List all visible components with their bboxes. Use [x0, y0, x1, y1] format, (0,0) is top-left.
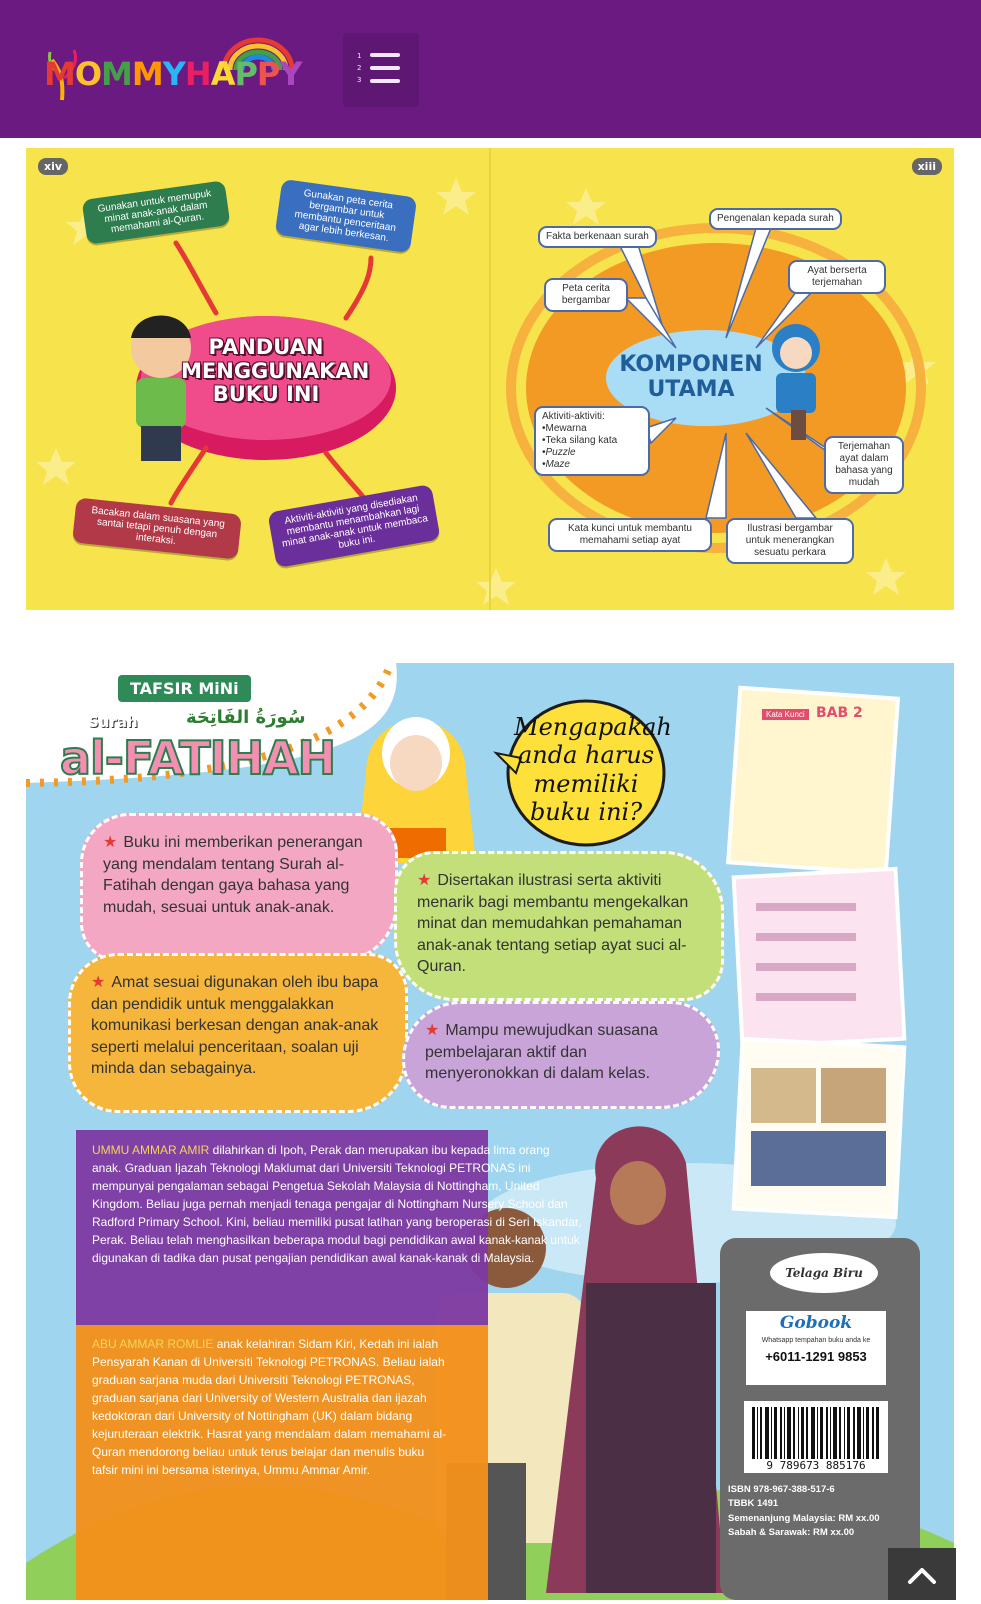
benefit-text: Mampu mewujudkan suasana pembelajaran aktif dan menyeronokkan di dalam kelas. — [425, 1022, 658, 1083]
publisher-logo: Telaga Biru — [770, 1253, 878, 1293]
star-icon: ★ — [103, 834, 118, 851]
preview-chapter: BAB 2 — [816, 705, 863, 721]
benefit-text: Amat sesuai digunakan oleh ibu bapa dan pendidik untuk menggalakkan komunikasi berkesan dengan anak-anak seperti melalui penceritaan, soalan uji minda dan sebagainya. — [91, 974, 379, 1078]
menu-number: 1 — [357, 52, 362, 60]
bio-text: dilahirkan di Ipoh, Perak dan merupakan ibu kepada lima orang anak. Graduan Ijazah Teknologi Maklumat dari Universiti Teknologi PETRONAS ini mempunyai pengalaman sebagai Pengetua Sekolah Malaysia di Nottingham, United Kingdom. Beliau juga pernah menjadi tenaga pengajar di Nottingham Nursery School dan Radford Primary School. Kini, beliau memiliki pusat latihan yang beroperasi di Seri Iskandar, Perak. Beliau telah menghasilkan beberapa modul bagi pendidikan awal kanak-kanak untuk digunakan di tadika dan pusat pengajian pendidikan awal kanak-kanak di Malaysia. — [92, 1143, 582, 1265]
preview-label: Kata Kunci — [762, 709, 809, 720]
component-label: Pengenalan kepada surah — [709, 208, 842, 230]
benefit-bubble — [402, 1001, 720, 1109]
chevron-up-icon — [888, 1548, 956, 1600]
gobook-caption: Whatsapp tempahan buku anda ke — [761, 1337, 871, 1344]
whatsapp-phone: +6011-1291 9853 — [765, 1349, 867, 1364]
benefit-bubble — [394, 851, 724, 1001]
star-icon: ★ — [91, 974, 106, 991]
component-label: Peta cerita bergambar — [544, 278, 628, 312]
menu-number: 3 — [357, 76, 362, 84]
guide-box: Gunakan peta cerita bergambar untuk membantu penceritaan agar lebih berkesan. — [275, 179, 417, 253]
barcode-number: 9 789673 885176 — [766, 1459, 866, 1472]
page-number: xiii — [912, 158, 942, 175]
guide-title: PANDUAN MENGGUNAKAN BUKU INI — [181, 335, 370, 407]
author-bio — [92, 1335, 448, 1479]
isbn: ISBN 978-967-388-517-6 — [728, 1484, 835, 1495]
logo-wordmark: MOMMYHAPPY — [44, 55, 302, 93]
hamburger-icon — [370, 53, 400, 57]
component-label: Terjemahan ayat dalam bahasa yang mudah — [824, 436, 904, 494]
surah-arabic: سُورَةُ الفَاتِحَة — [186, 707, 306, 728]
book-title: al-FATIHAH — [60, 731, 336, 785]
site-header — [0, 0, 981, 138]
component-label: Fakta berkenaan surah — [538, 226, 657, 248]
benefit-bubble — [80, 813, 398, 963]
hamburger-icon — [370, 66, 400, 70]
gobook-logo: Gobook — [779, 1313, 853, 1333]
hamburger-icon — [370, 79, 400, 83]
price: Semenanjung Malaysia: RM xx.00 — [728, 1512, 880, 1524]
scroll-top-button[interactable] — [888, 1548, 956, 1600]
bio-text: anak kelahiran Sidam Kiri, Kedah ini ialah Pensyarah Kanan di Universiti Teknologi PETRONAS. Beliau ialah graduan sarjana muda dari Universiti Teknologi PETRONAS, graduan sarjana dari University of Western Australia dan ijazah kedoktoran dari University of Nottingham (UK) dalam bidang kejuruteraan elektrik. Hasrat yang mendalam dalam memahami al-Quran mendorong beliau untuk terus belajar dan menulis buku tafsir mini ini bersama isterinya, Ummu Ammar Amir. — [92, 1337, 447, 1477]
tbbk: TBBK 1491 — [728, 1498, 779, 1510]
component-label: Kata kunci untuk membantu memahami setiap ayat — [548, 518, 712, 552]
activities-heading: Aktiviti-aktiviti: — [542, 411, 605, 422]
book-info — [728, 1483, 918, 1540]
benefit-text: Disertakan ilustrasi serta aktiviti menarik bagi membantu mengekalkan minat dan memudahkan pemahaman anak-anak tentang setiap ayat suci al-Quran. — [417, 872, 689, 976]
guide-box: Gunakan untuk memupuk minat anak-anak dalam memahami al-Quran. — [82, 180, 231, 245]
question-heading: Mengapakah anda harus memiliki buku ini? — [514, 713, 672, 826]
component-label: Ayat berserta terjemahan — [788, 260, 886, 294]
benefit-bubble — [68, 953, 408, 1113]
menu-number: 2 — [357, 64, 362, 72]
activities-box — [534, 406, 650, 476]
activity-item: •Puzzle — [542, 447, 576, 458]
book-spread-image — [26, 148, 954, 610]
menu-button[interactable] — [343, 33, 419, 107]
author-bio — [92, 1141, 582, 1267]
components-title: KOMPONEN UTAMA — [619, 352, 763, 402]
back-cover-image — [26, 663, 954, 1600]
author-name: UMMU AMMAR AMIR — [92, 1143, 210, 1157]
author-name: ABU AMMAR ROMLIE — [92, 1337, 214, 1351]
book-preview-pages — [728, 688, 904, 1217]
activity-item: •Mewarna — [542, 423, 587, 434]
component-label: Ilustrasi bergambar untuk menerangkan sesuatu perkara — [726, 518, 854, 564]
series-label: TAFSIR MiNi — [118, 675, 251, 702]
page-number: xiv — [38, 158, 68, 175]
benefit-text: Buku ini memberikan penerangan yang mendalam tentang Surah al-Fatihah dengan gaya bahasa yang mudah, sesuai untuk anak-anak. — [103, 834, 363, 916]
star-icon: ★ — [417, 872, 432, 889]
price: Sabah & Sarawak: RM xx.00 — [728, 1526, 855, 1538]
activity-item: •Teka silang kata — [542, 435, 618, 446]
surah-label: Surah — [88, 713, 138, 731]
activity-item: •Maze — [542, 459, 570, 470]
guide-box: Aktiviti-aktiviti yang disediakan membantu menambahkan lagi minat anak-anak untuk membaca buku ini. — [267, 484, 440, 568]
star-icon: ★ — [425, 1022, 440, 1039]
guide-box: Bacakan dalam suasana yang santai tetapi penuh dengan interaksi. — [72, 497, 242, 559]
